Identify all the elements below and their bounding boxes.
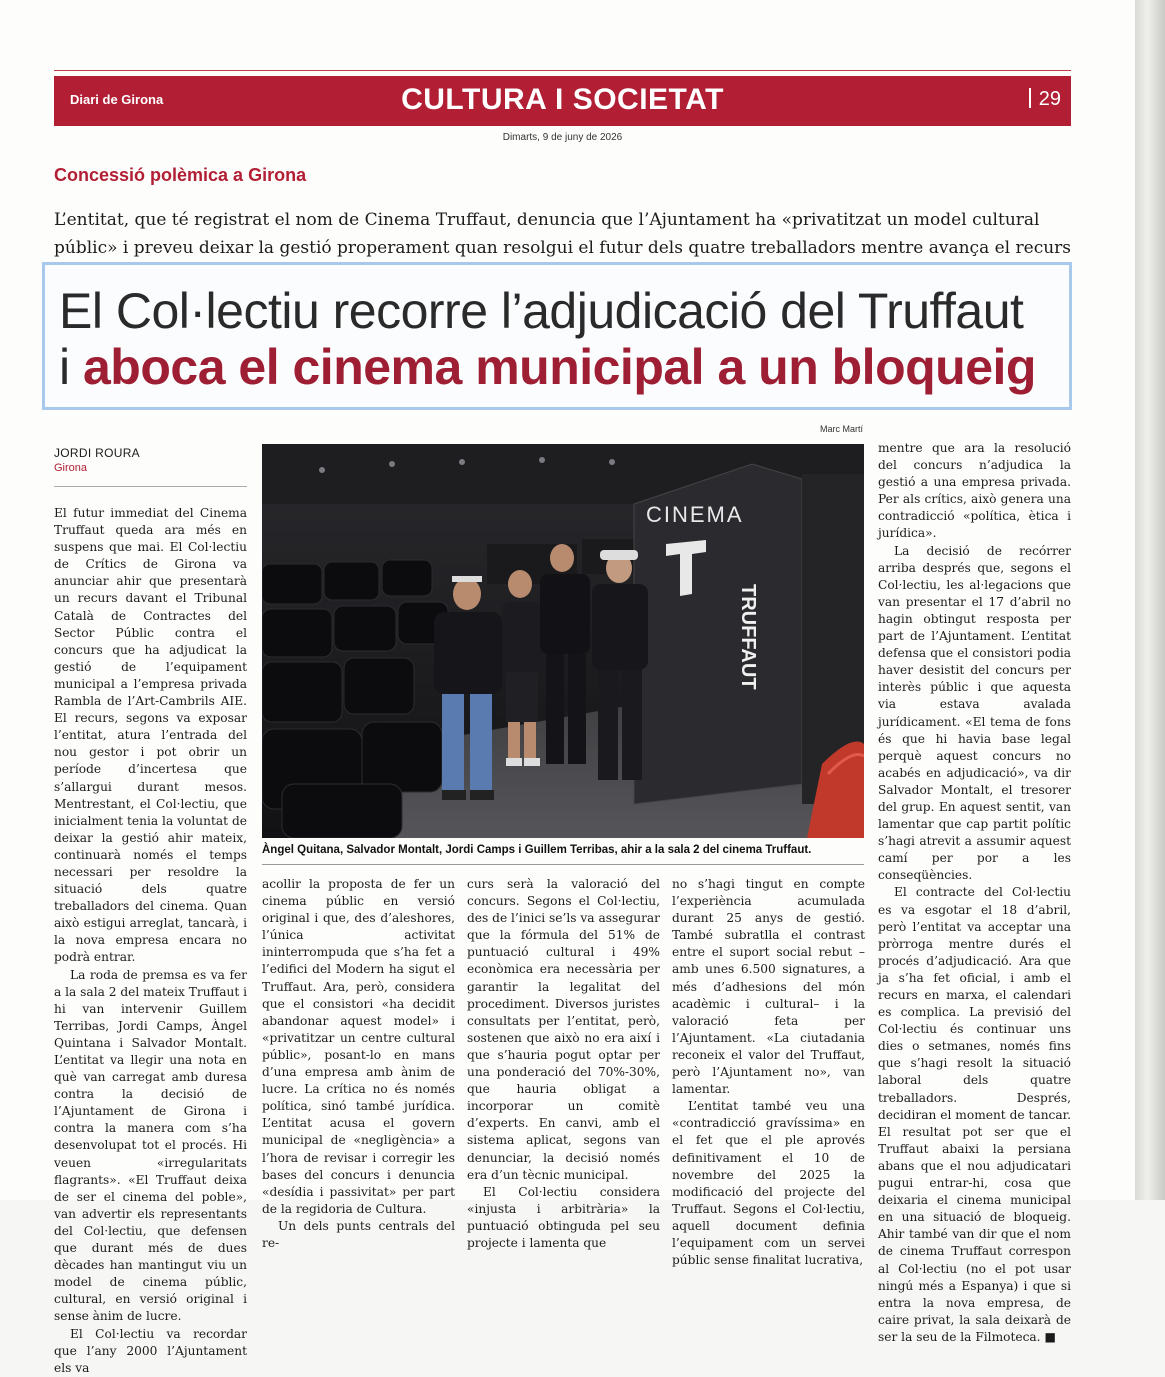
section-banner: [54, 76, 1071, 126]
article-headline: [59, 283, 1069, 395]
page-number-divider: [1029, 88, 1031, 108]
headline-line-2: [59, 339, 1069, 395]
cinema-photo: [262, 444, 864, 838]
issue-date: Dimarts, 9 de juny de 2026: [502, 132, 623, 143]
caption-rule: [262, 864, 864, 865]
photo-cinema-text: CINEMA: [646, 502, 744, 527]
paragraph: acollir la proposta de fer un cinema públic en versió original i que, des d’aleshores, l’única activitat ininterrompuda que s’ha fet a l’edifici del Modern ha sigut el Truffaut. Ara, però, considera que el consistori «ha decidit abandonar aquest model» i «privatitzar un centre cultural públic», posant-lo en mans d’una empresa amb ànim de lucre. La crítica no és només política, sinó també jurídica. L’entitat acusa el govern municipal de «negligència» a l’hora de revisar i corregir les bases del concurs i denuncia «desídia i passivitat» per part de la regidoria de Cultura.: [262, 877, 455, 1216]
author-location: Girona: [54, 462, 88, 474]
byline-rule: [54, 486, 247, 487]
article-kicker: Concessió polèmica a Girona: [54, 165, 307, 185]
paragraph: mentre que ara la resolució del concurs n’adjudica la gestió a una empresa privada. Per als crítics, això genera una contradicció «política, ètica i jurídica».: [878, 441, 1071, 541]
headline-line-2-prefix: i: [59, 339, 83, 395]
paragraph: L’entitat també veu una «contradicció gravíssima» en el fet que el ple aprovés definitivament el 10 de novembre del 2025 la modificació del projecte del Truffaut. Segons el Col·lectiu, aquell document definia l’equipament com un servei públic sense finalitat lucrativa,: [672, 1099, 865, 1268]
photo-caption: Àngel Quitana, Salvador Montalt, Jordi Camps i Guillem Terribas, ahir a la sala 2 del cinema Truffaut.: [262, 844, 812, 856]
text-column-5: [878, 440, 1071, 1346]
headline-line-1: El Col·lectiu recorre l’adjudicació del Truffaut: [59, 283, 1024, 339]
paragraph: Un dels punts centrals del re-: [262, 1218, 455, 1250]
paragraph: no s’hagi tingut en compte l’experiència acumulada durant 25 anys de gestió. També subratlla el contrast entre el suport social rebut –amb unes 6.500 signatures, a més d’adhesions del món acadèmic i cultural– i la valoració feta per l’Ajuntament. «La ciutadania reconeix el valor del Truffaut, però l’Ajuntament no», van lamentar.: [672, 877, 865, 1097]
top-rule: [54, 70, 1071, 71]
headline-selection-box[interactable]: [42, 262, 1072, 410]
article-subheadline: L’entitat, que té registrat el nom de Cinema Truffaut, denuncia que l’Ajuntament ha «privatitzat un model cultural públic» i preveu deixar la gestió properament quan resolgui el futur dels quatre treballadors mentre avança el recurs: [54, 210, 1072, 258]
page-number-value: 29: [1038, 88, 1061, 110]
text-column-3: [467, 876, 660, 1252]
photo-credit: Marc Martí: [820, 424, 864, 434]
photo-brand-vertical: TRUFFAUT: [737, 584, 759, 690]
end-mark-icon: ■: [1044, 1329, 1056, 1344]
paragraph: [878, 884, 1071, 1346]
section-title: CULTURA I SOCIETAT: [401, 83, 724, 116]
page-number: [1029, 88, 1061, 111]
paragraph: La decisió de recórrer arriba després que, segons el Col·lectiu, les al·legacions que van presentar el 17 d’abril no hagin obtingut resposta per part de l’Ajuntament. L’entitat defensa que el consistori podia haver desistit del concurs per interès públic i que aquesta via estava avalada jurídicament. «El tema de fons és que hi havia base legal perquè aquest concurs no acabés en adjudicació», va dir Salvador Montalt, el tresorer del grup. En aquest sentit, van lamentar que cap partit polític s’hagi atrevit a assumir aquest camí per por a les conseqüències.: [878, 543, 1071, 883]
headline-emphasis: aboca el cinema municipal a un bloqueig: [83, 339, 1036, 395]
paragraph: curs serà la valoració del concurs. Segons el Col·lectiu, des de l’inici se’ls va assegurar que la fórmula del 51% de puntuació cultural i 49% econòmica era necessària per garantir la legalitat del procediment. Diversos juristes consultats per l’entitat, però, sostenen que això no era així i que s’hauria pogut optar per una ponderació del 70%-30%, que hauria obligat a incorporar un comitè d’experts. En canvi, amb el sistema aplicat, segons van denunciar, la decisió només era d’un tècnic municipal.: [467, 877, 660, 1182]
page-edge: [1135, 0, 1165, 1200]
newspaper-brand: Diari de Girona: [70, 92, 164, 107]
text-column-1: [54, 505, 247, 1377]
paragraph: El Col·lectiu va recordar que l’any 2000 l’Ajuntament els va: [54, 1326, 247, 1375]
paragraph-text: El contracte del Col·lectiu es va esgotar el 18 d’abril, però l’entitat va acceptar una pròrroga mentre durés el procés d’adjudicació. Ara que ja s’ha fet oficial, i amb el recurs en marxa, el calendari es complica. La previsió del Col·lectiu és continuar uns dies o setmanes, només fins que s’hagi resolt la situació laboral dels quatre treballadors. Després, decidiran el moment de tancar. El resultat pot ser que el Truffaut abaixi la persiana abans que el nou adjudicatari pugui entrar-hi, cosa que deixaria el cinema municipal en una situació de bloqueig. Ahir també van dir que el nom de cinema Truffaut correspon al Col·lectiu (no el pot usar ningú més a Espanya) i que si entra la nova empresa, de caire privat, la sala deixarà de ser la seu de la Filmoteca.: [878, 885, 1071, 1344]
text-column-2: [262, 876, 455, 1252]
author-name: JORDI ROURA: [54, 446, 140, 460]
text-column-4: [672, 876, 865, 1269]
paragraph: El futur immediat del Cinema Truffaut queda ara més en suspens que mai. El Col·lectiu de Crítics de Girona va anunciar ahir que presentarà un recurs davant el Tribunal Català de Contractes del Sector Públic contra el concurs que ha adjudicat la gestió de l’equipament municipal a l’empresa privada Rambla de l’Art-Cambrils AIE. El recurs, segons va exposar l’entitat, atura l’entrada del nou gestor i pot obrir un període d’incertesa que s’allargui durant mesos. Mentrestant, el Col·lectiu, que inicialment tenia la voluntat de deixar la gestió ahir mateix, continuarà només el temps necessari per resoldre la situació dels quatre treballadors del cinema. Quan això estigui arreglat, tancarà, i la nova empresa encara no podrà entrar.: [54, 506, 247, 965]
paragraph: El Col·lectiu considera «injusta i arbitrària» la puntuació obtinguda pel seu projecte i lamenta que: [467, 1184, 660, 1250]
paragraph: La roda de premsa es va fer a la sala 2 del mateix Truffaut i hi van intervenir Guillem Terribas, Jordi Camps, Àngel Quintana i Salvador Montalt. L’entitat va llegir una nota en què van carregat amb duresa contra la decisió de l’Ajuntament de Girona i contra la manera com s’ha desenvolupat tot el procés. Hi veuen «irregularitats flagrants». «El Truffaut deixa de ser el cinema del poble», van advertir els representants del Col·lectiu, que defensen que durant més de dues dècades han mantingut viu un model de cinema públic, cultural, en versió original i sense ànim de lucre.: [54, 967, 247, 1324]
byline: [54, 446, 140, 474]
